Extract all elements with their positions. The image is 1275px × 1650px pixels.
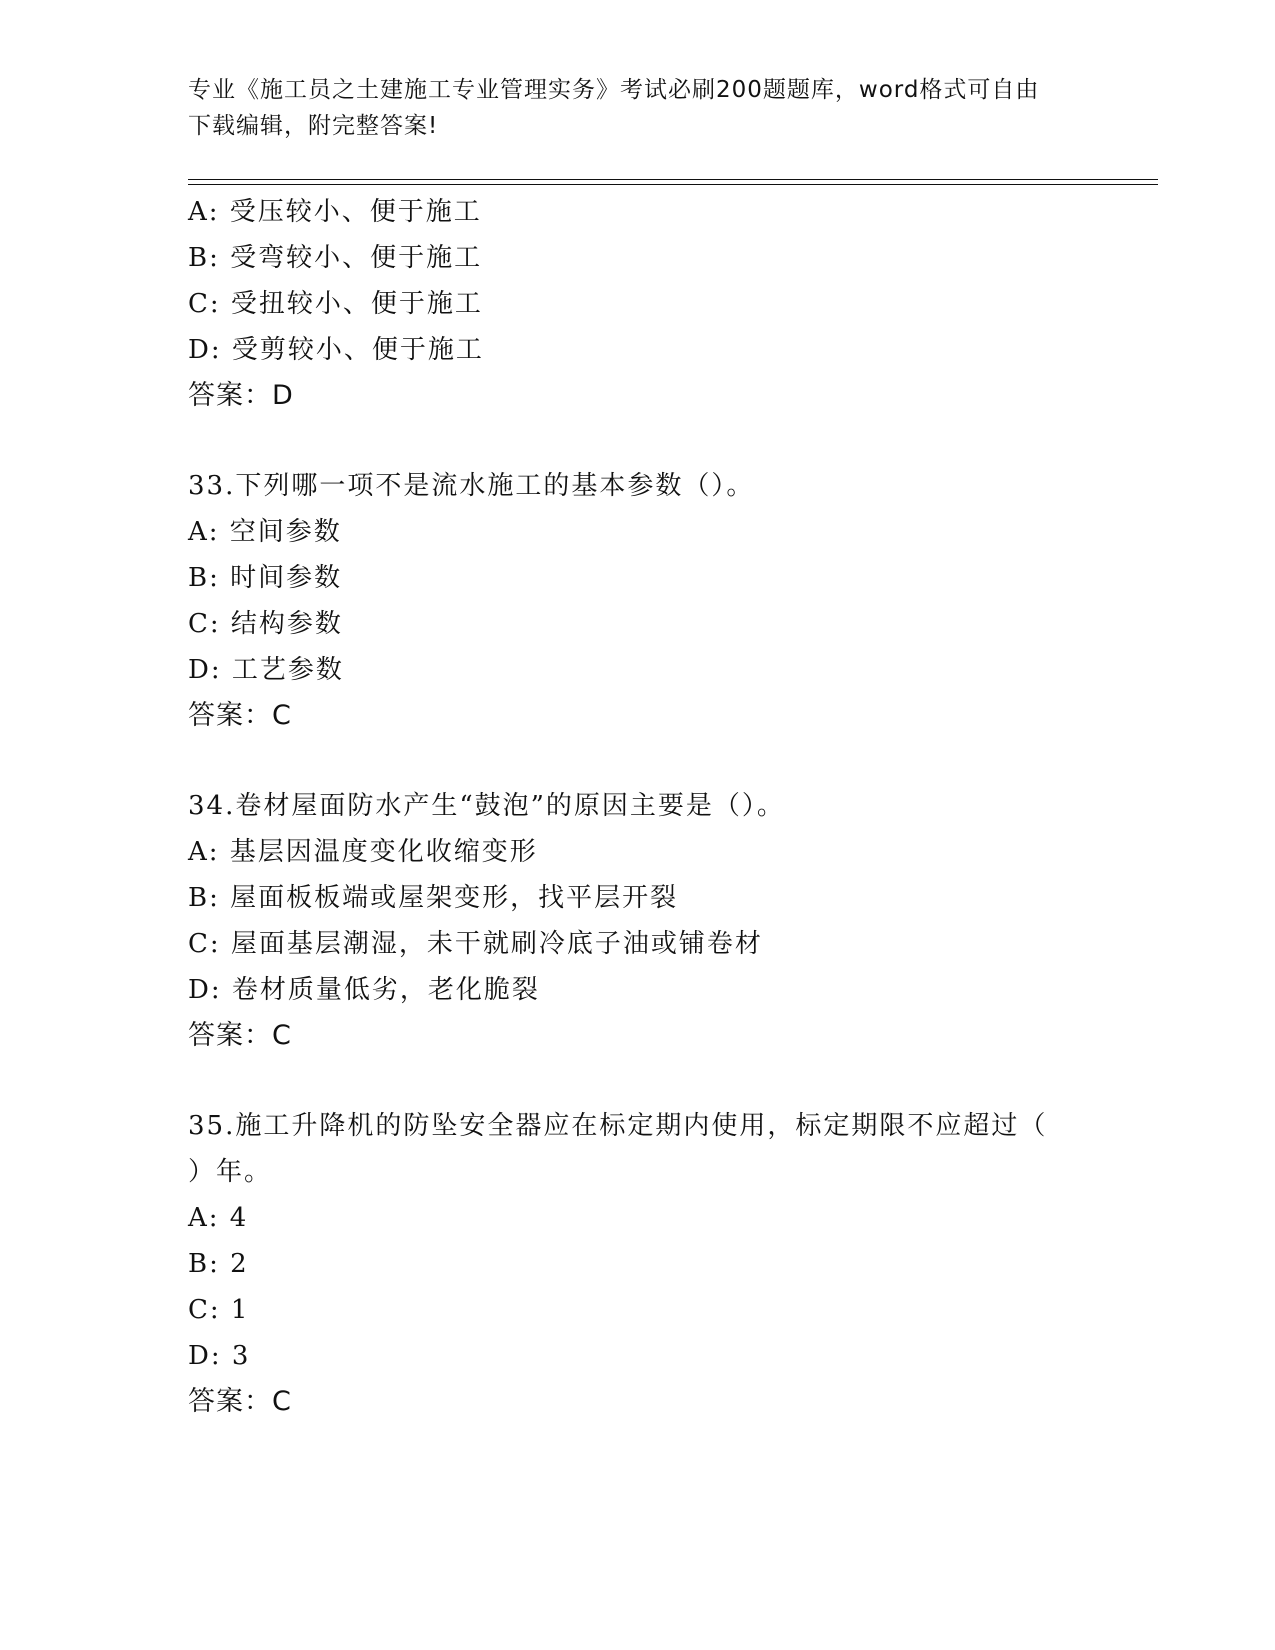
option-d: D: 3 — [188, 1341, 251, 1371]
question-33 — [188, 463, 1088, 739]
question-35 — [188, 1103, 1088, 1425]
spacer — [188, 419, 1088, 463]
option-c: C: 受扭较小、便于施工 — [188, 289, 483, 319]
question-34 — [188, 783, 1088, 1059]
question-stem-line-2: ）年。 — [188, 1157, 273, 1187]
spacer — [188, 739, 1088, 783]
question-list — [188, 189, 1088, 1425]
option-d: D: 卷材质量低劣，老化脆裂 — [188, 975, 540, 1005]
option-a: A: 受压较小、便于施工 — [188, 197, 482, 227]
header-line-1: 专业《施工员之土建施工专业管理实务》考试必刷200题题库，word格式可自由 — [188, 77, 1040, 103]
option-a: A: 空间参数 — [188, 517, 342, 547]
answer: 答案：C — [188, 1020, 292, 1051]
option-a: A: 基层因温度变化收缩变形 — [188, 837, 538, 867]
question-stem: 33.下列哪一项不是流水施工的基本参数（）。 — [188, 471, 755, 501]
option-d: D: 工艺参数 — [188, 655, 344, 685]
header-line-2: 下载编辑，附完整答案! — [188, 113, 439, 139]
option-d: D: 受剪较小、便于施工 — [188, 335, 484, 365]
header-divider-bottom — [188, 184, 1158, 185]
option-b: B: 时间参数 — [188, 563, 343, 593]
option-b: B: 受弯较小、便于施工 — [188, 243, 483, 273]
option-c: C: 结构参数 — [188, 609, 343, 639]
header-divider-top — [188, 179, 1158, 180]
spacer — [188, 1059, 1088, 1103]
answer: 答案：D — [188, 380, 294, 411]
document-header — [188, 72, 1088, 144]
option-b: B: 2 — [188, 1249, 249, 1279]
option-c: C: 屋面基层潮湿，未干就刷冷底子油或铺卷材 — [188, 929, 763, 959]
option-a: A: 4 — [188, 1203, 249, 1233]
answer: 答案：C — [188, 1386, 292, 1417]
question-32 — [188, 189, 1088, 419]
question-stem-line-1: 35.施工升降机的防坠安全器应在标定期内使用，标定期限不应超过（ — [188, 1111, 1048, 1141]
question-stem: 34.卷材屋面防水产生“鼓泡”的原因主要是（）。 — [188, 791, 785, 821]
option-b: B: 屋面板板端或屋架变形，找平层开裂 — [188, 883, 679, 913]
option-c: C: 1 — [188, 1295, 250, 1325]
answer: 答案：C — [188, 700, 292, 731]
